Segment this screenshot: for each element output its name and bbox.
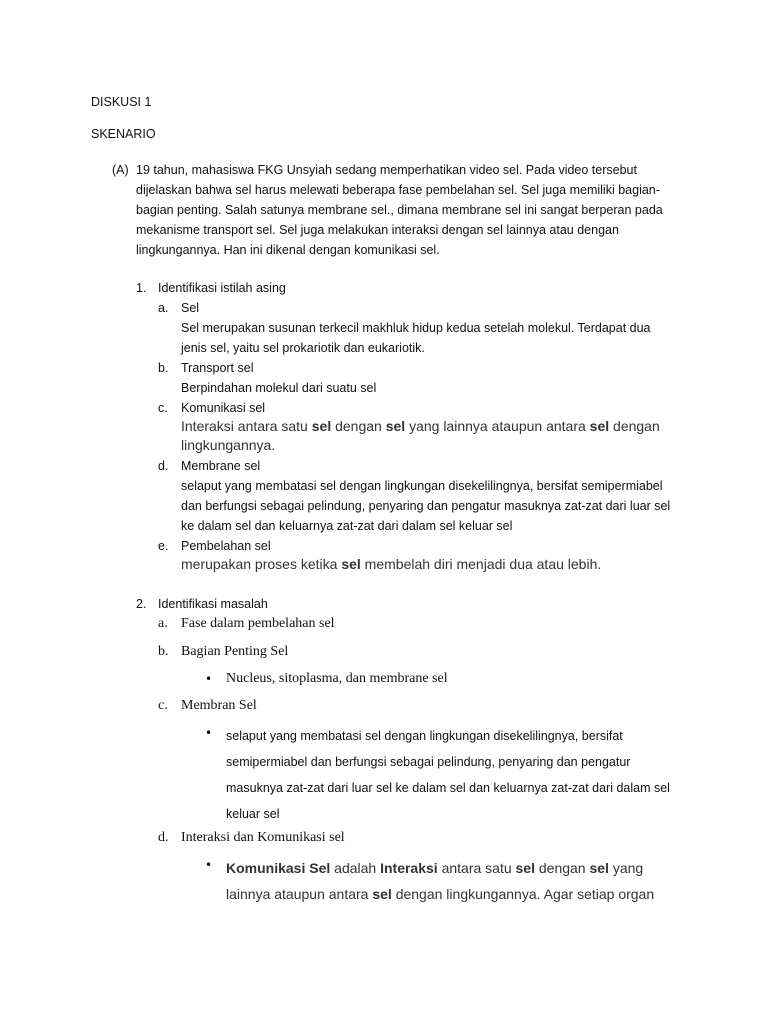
problem-label: Bagian Penting Sel [181, 644, 289, 659]
section-2-number: 2. [136, 597, 147, 611]
section-1-number: 1. [136, 281, 147, 295]
text-run: antara satu [437, 860, 516, 876]
scenario-paragraph [136, 160, 696, 260]
term-definition-line: selaput yang membatasi sel dengan lingkungan disekelilingnya, bersifat semipermiabel [181, 479, 663, 493]
bold-run: Interaksi [380, 860, 438, 876]
problem-label: Membran Sel [181, 698, 257, 713]
problem-label: Interaksi dan Komunikasi sel [181, 830, 345, 845]
section-2-title: Identifikasi masalah [158, 597, 268, 611]
bold-run: sel [589, 418, 610, 434]
term-label: Membrane sel [181, 459, 261, 473]
section-1-title: Identifikasi istilah asing [158, 281, 286, 295]
bullet-icon: • [205, 726, 213, 740]
term-label: Pembelahan sel [181, 539, 271, 553]
text-run: adalah [330, 860, 381, 876]
term-membrane-sel [181, 456, 701, 536]
scenario-line: 19 tahun, mahasiswa FKG Unsyiah sedang memperhatikan video sel. Pada video tersebut [136, 163, 637, 177]
term-definition-line [181, 555, 701, 574]
problem-label: Fase dalam pembelahan sel [181, 616, 335, 631]
term-sel [181, 298, 701, 358]
item-letter: d. [158, 459, 169, 473]
text-run: dengan [609, 418, 660, 434]
bullet-text [226, 723, 706, 827]
item-letter: d. [158, 830, 169, 845]
term-komunikasi-definition [181, 417, 701, 455]
text-run: Interaksi antara satu [181, 418, 312, 434]
bullet-line [226, 855, 706, 881]
term-definition-line: Berpindahan molekul dari suatu sel [181, 381, 377, 395]
bold-run: sel [372, 886, 392, 902]
term-label: Sel [181, 301, 200, 315]
item-letter: c. [158, 401, 168, 415]
item-letter: e. [158, 539, 169, 553]
bold-run: Komunikasi Sel [226, 860, 331, 876]
bullet-text [226, 855, 706, 907]
term-definition-line: lingkungannya. [181, 437, 276, 453]
bullet-line: selaput yang membatasi sel dengan lingkungan disekelilingnya, bersifat [226, 729, 623, 743]
document-heading: DISKUSI 1 [91, 95, 152, 109]
bullet-line: keluar sel [226, 807, 280, 821]
text-run: membelah diri menjadi dua atau lebih. [360, 556, 602, 572]
term-definition-line: Sel merupakan susunan terkecil makhluk hidup kedua setelah molekul. Terdapat dua [181, 321, 651, 335]
scenario-line: bagian penting. Salah satunya membrane sel., dimana membrane sel ini sangat berperan pada [136, 203, 663, 217]
term-label: Transport sel [181, 361, 254, 375]
term-pembelahan-definition [181, 555, 701, 574]
item-letter: b. [158, 361, 169, 375]
item-letter: a. [158, 301, 169, 315]
text-run: merupakan proses ketika [181, 556, 342, 572]
scenario-heading: SKENARIO [91, 127, 156, 141]
term-definition-line: jenis sel, yaitu sel prokariotik dan eukariotik. [181, 341, 425, 355]
item-letter: c. [158, 698, 168, 713]
bold-run: sel [311, 418, 332, 434]
bold-run: sel [341, 556, 361, 572]
term-label: Komunikasi sel [181, 401, 266, 415]
bold-run: sel [515, 860, 535, 876]
item-letter: b. [158, 644, 169, 659]
item-letter: a. [158, 616, 168, 631]
scenario-line: lingkungannya. Han ini dikenal dengan komunikasi sel. [136, 243, 440, 257]
bullet-text: Nucleus, sitoplasma, dan membrane sel [226, 671, 448, 686]
text-run: lainnya ataupun antara [226, 886, 373, 902]
text-run: dengan lingkungannya. Agar setiap organ [391, 886, 655, 902]
term-definition-line [181, 417, 701, 436]
term-definition-line: ke dalam sel dan keluarnya zat-zat dari dalam sel keluar sel [181, 519, 513, 533]
bold-run: sel [589, 860, 609, 876]
scenario-line: mekanisme transport sel. Sel juga melakukan interaksi dengan sel lainnya atau dengan [136, 223, 619, 237]
text-run: dengan [331, 418, 386, 434]
text-run: dengan [534, 860, 590, 876]
bullet-line: semipermiabel dan berfungsi sebagai pelindung, penyaring dan pengatur [226, 755, 631, 769]
bold-run: sel [385, 418, 406, 434]
bullet-line: masuknya zat-zat dari luar sel ke dalam sel dan keluarnya zat-zat dari dalam sel [226, 781, 670, 795]
text-run: yang lainnya ataupun antara [405, 418, 590, 434]
bullet-line [226, 881, 706, 907]
scenario-line: dijelaskan bahwa sel harus melewati beberapa fase pembelahan sel. Sel juga memiliki bagian- [136, 183, 660, 197]
bullet-icon: • [205, 858, 213, 872]
text-run: yang [608, 860, 644, 876]
term-transport-sel [181, 358, 701, 398]
term-definition-line: dan berfungsi sebagai pelindung, penyaring dan pengatur masuknya zat-zat dari luar sel [181, 499, 671, 513]
scenario-marker: (A) [112, 163, 129, 177]
bullet-icon: • [205, 672, 213, 686]
